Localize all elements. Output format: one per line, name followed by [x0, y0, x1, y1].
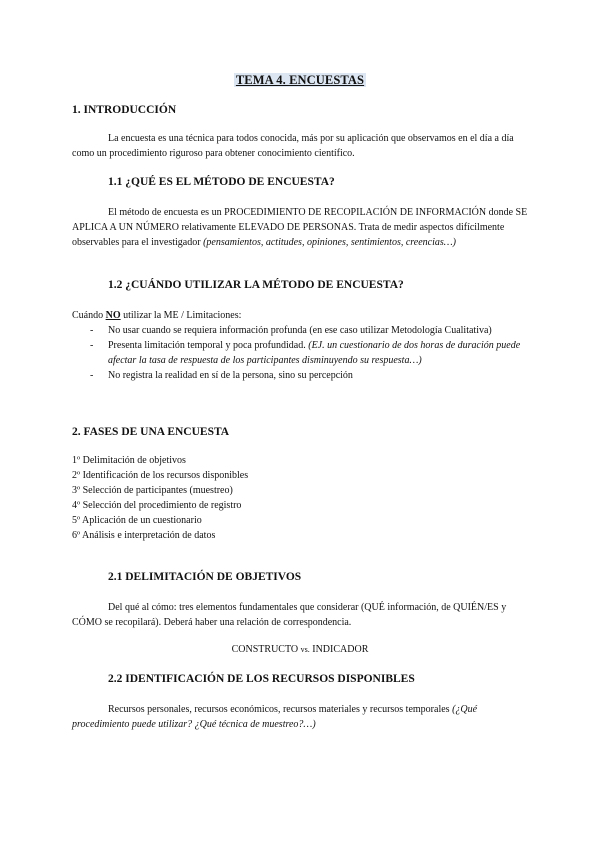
limitations-list [72, 323, 528, 383]
list-item: - Presenta limitación temporal y poca profundidad. (EJ. un cuestionario de dos horas de duración puede afectar la tasa de respuesta de los participantes disminuyendo su respuesta…) [90, 340, 521, 366]
section-2-2-text: Recursos personales, recursos económicos, recursos materiales y recursos temporales (¿Qué procedimiento puede utilizar? ¿Qué técnica de muestreo?…) [72, 704, 478, 730]
list-item: - No usar cuando se requiera información profunda (en ese caso utilizar Metodología Cualitativa) [90, 325, 492, 336]
section-1-1-heading: 1.1 ¿QUÉ ES EL MÉTODO DE ENCUESTA? [108, 176, 335, 188]
document-title: TEMA 4. ENCUESTAS [235, 73, 365, 87]
section-2-1-text: Del qué al cómo: tres elementos fundamentales que considerar (QUÉ información, de QUIÉN/ES y CÓMO se recopilará). Deberá haber una relación de correspondencia. [72, 602, 507, 628]
section-1-heading: 1. INTRODUCCIÓN [72, 104, 177, 116]
section-2-heading: 2. FASES DE UNA ENCUESTA [72, 426, 230, 438]
section-2-2-heading: 2.2 IDENTIFICACIÓN DE LOS RECURSOS DISPONIBLES [108, 673, 415, 685]
section-2-1-heading: 2.1 DELIMITACIÓN DE OBJETIVOS [108, 571, 302, 583]
list-item: 3º Selección de participantes (muestreo) [72, 485, 233, 496]
construct-indicator-line: CONSTRUCTO vs. INDICADOR [231, 644, 369, 655]
list-item: - No registra la realidad en sí de la persona, sino su percepción [90, 370, 353, 381]
section-1-2-heading: 1.2 ¿CUÁNDO UTILIZAR LA MÉTODO DE ENCUESTA? [108, 279, 404, 291]
list-item: 1º Delimitación de objetivos [72, 455, 186, 466]
list-item: 2º Identificación de los recursos disponibles [72, 470, 249, 481]
section-1-1-text: El método de encuesta es un PROCEDIMIENTO DE RECOPILACIÓN DE INFORMACIÓN donde SE APLICA A UN NÚMERO relativamente ELEVADO DE PERSONAS. Trata de medir aspectos difícilmente observables para el investigador (pensamientos, actitudes, opiniones, sentimientos, creencias…) [72, 207, 528, 248]
section-1-text: La encuesta es una técnica para todos conocida, más por su aplicación que observamos en el día a día como un procedimiento riguroso para obtener conocimiento científico. [72, 133, 514, 159]
list-item: 4º Selección del procedimiento de registro [72, 500, 242, 511]
list-item: 5º Aplicación de un cuestionario [72, 515, 202, 526]
list-item: 6º Análisis e interpretación de datos [72, 530, 216, 541]
section-1-2-intro: Cuándo NO utilizar la ME / Limitaciones: [72, 310, 242, 321]
phases-list [72, 453, 248, 543]
